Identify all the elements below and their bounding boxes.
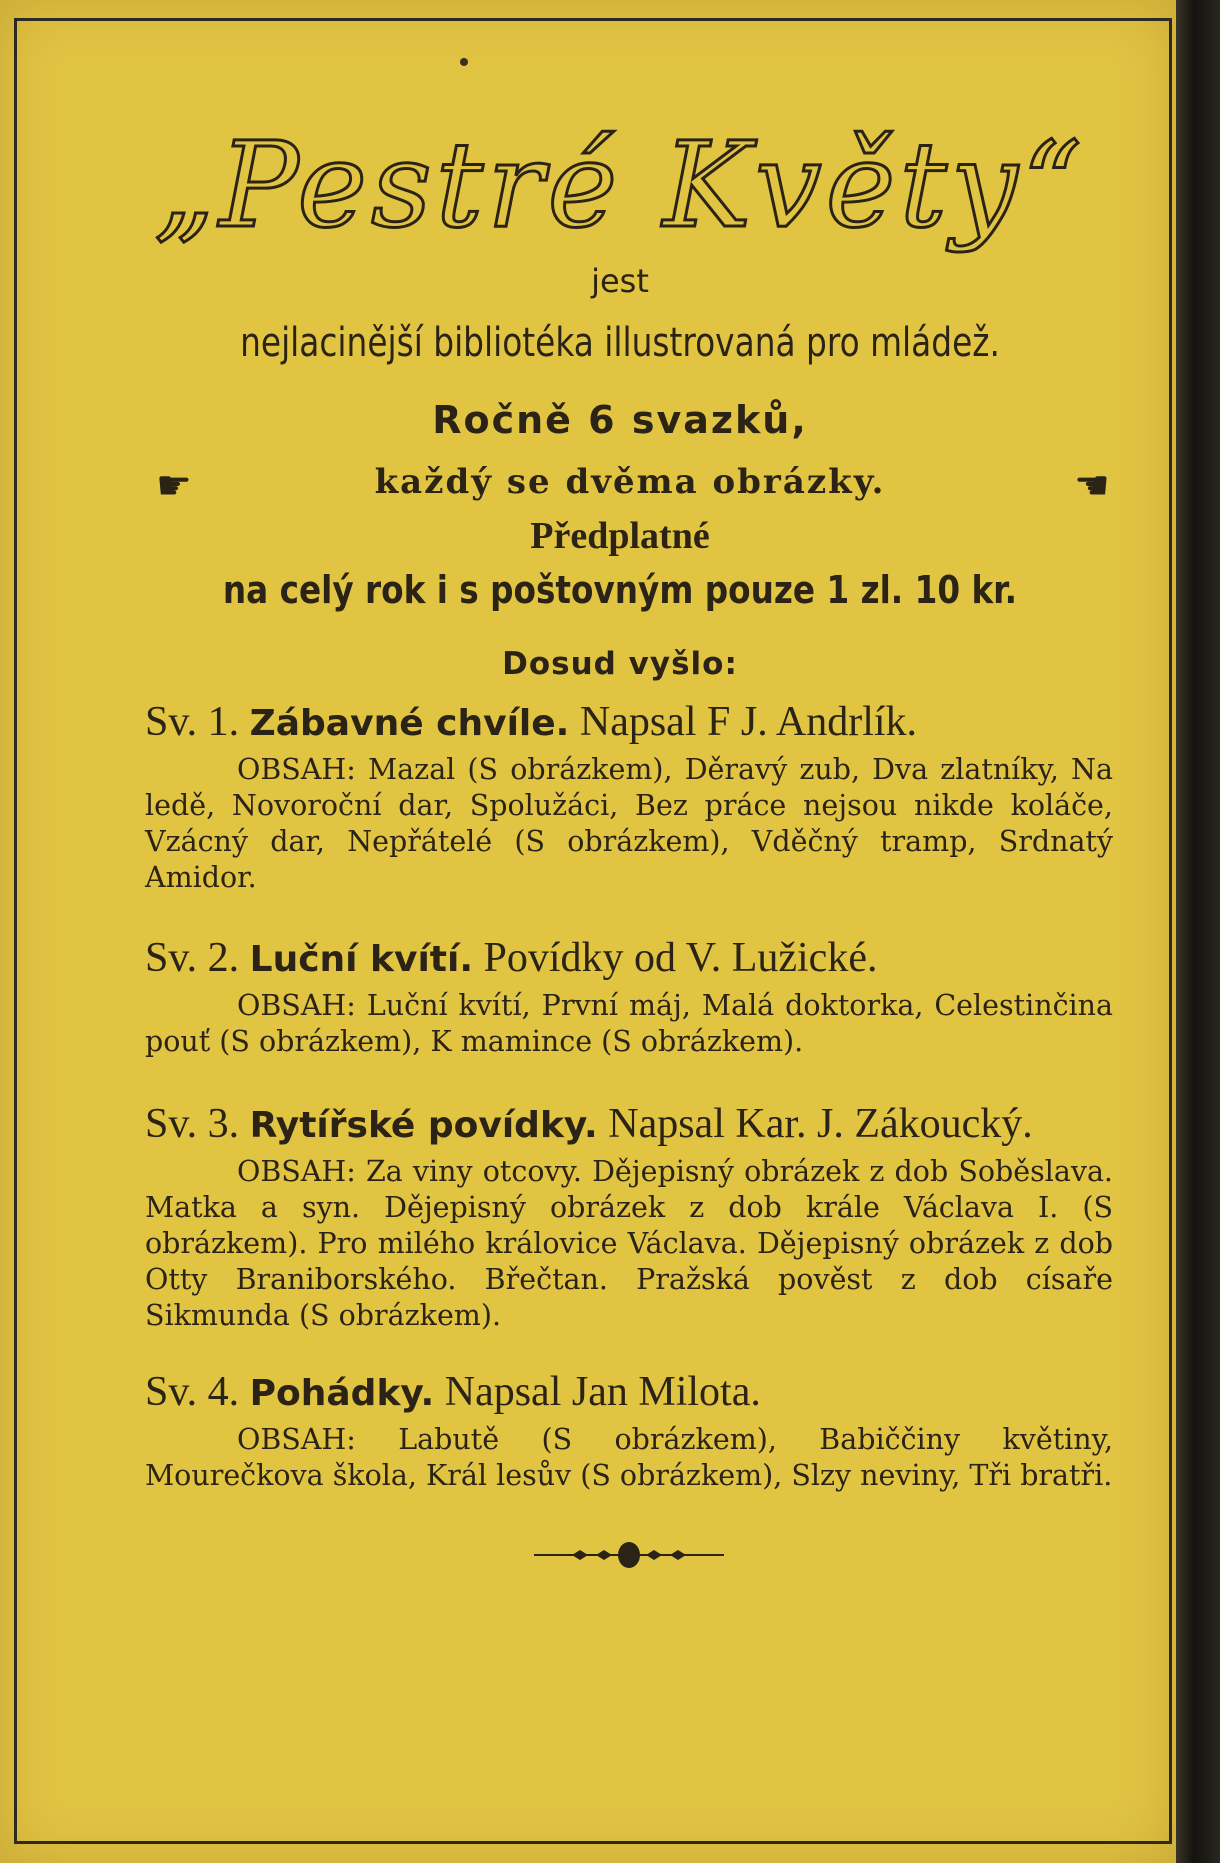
jest-text: jest bbox=[591, 262, 649, 300]
ink-speck bbox=[460, 58, 468, 66]
volume-contents: OBSAH: Za viny otcovy. Dějepisný obrázek z dob Soběslava. Matka a syn. Dějepisný obrázek z dob krále Václava I. (S obrázkem). Pro milého královice Václava. Dějepisný obrázek z dob Otty Braniborského. Břečtan. Pražská pověst z dob císaře Sikmunda (S obrázkem). bbox=[145, 1155, 1113, 1332]
volume-heading bbox=[145, 934, 1125, 982]
volume-title: Zábavné chvíle. bbox=[249, 703, 570, 744]
volume-author: Napsal Kar. J. Zákoucký. bbox=[608, 1101, 1033, 1147]
volume-contents: OBSAH: Mazal (S obrázkem), Děravý zub, Dva zlatníky, Na ledě, Novoroční dar, Spolužáci, Bez práce nejsou nikde koláče, Vzácný dar, Nepřátelé (S obrázkem), Vděčný tramp, Srdnatý Amidor. bbox=[145, 753, 1113, 894]
pointing-hand-right-icon: ☛ bbox=[1074, 463, 1110, 509]
volume-1 bbox=[145, 698, 1125, 896]
volume-number: Sv. 2. bbox=[145, 935, 240, 981]
price-line: na celý rok i s poštovným pouze 1 zl. 10 kr. bbox=[222, 568, 1018, 612]
volume-2 bbox=[145, 934, 1125, 1060]
book-spine bbox=[1176, 0, 1220, 1863]
volume-title: Pohádky. bbox=[249, 1373, 435, 1414]
volume-title: Luční kvítí. bbox=[249, 939, 474, 980]
volume-contents: OBSAH: Labutě (S obrázkem), Babiččiny květiny, Mourečkova škola, Král lesův (S obrázkem), Slzy neviny, Tři bratři. bbox=[145, 1423, 1113, 1492]
volume-heading bbox=[145, 698, 1125, 746]
volume-3 bbox=[145, 1100, 1125, 1334]
predplatne-heading: Předplatné bbox=[530, 515, 710, 557]
volume-number: Sv. 3. bbox=[145, 1101, 240, 1147]
dosud-heading: Dosud vyšlo: bbox=[502, 646, 738, 682]
volume-title: Rytířské povídky. bbox=[249, 1105, 598, 1146]
volume-author: Napsal F J. Andrlík. bbox=[579, 699, 918, 745]
volume-4 bbox=[145, 1368, 1125, 1494]
volume-author: Napsal Jan Milota. bbox=[444, 1369, 761, 1415]
ornament-divider-icon bbox=[534, 1540, 724, 1570]
page-title: „Pestré Květy“ bbox=[154, 116, 1086, 254]
volume-number: Sv. 4. bbox=[145, 1369, 240, 1415]
volume-number: Sv. 1. bbox=[145, 699, 240, 745]
pointing-hand-left-icon: ☛ bbox=[156, 463, 192, 509]
volume-contents: OBSAH: Luční kvítí, První máj, Malá doktorka, Celestinčina pouť (S obrázkem), K mamince (S obrázkem). bbox=[145, 989, 1113, 1058]
kazdy-row bbox=[150, 462, 1110, 508]
volume-heading bbox=[145, 1100, 1125, 1148]
kazdy-text: každý se dvěma obrázky. bbox=[374, 462, 886, 502]
volume-heading bbox=[145, 1368, 1125, 1416]
subtitle: nejlacinější bibliotéka illustrovaná pro mládež. bbox=[240, 320, 1000, 366]
rocne-heading: Ročně 6 svazků, bbox=[432, 398, 808, 442]
volume-author: Povídky od V. Lužické. bbox=[483, 935, 878, 981]
